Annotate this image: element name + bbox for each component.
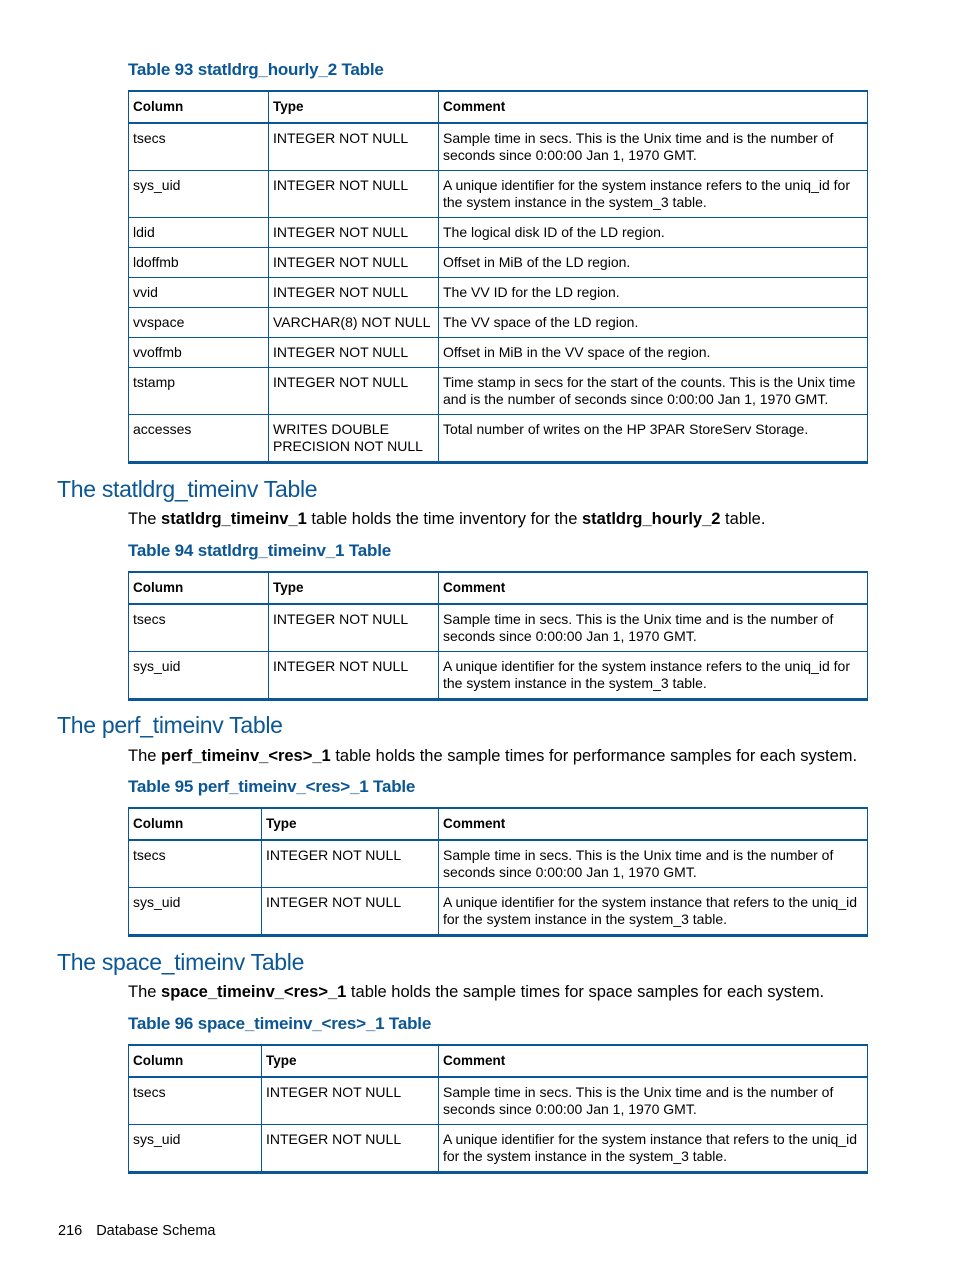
- table-row: [129, 368, 868, 415]
- section-heading: The statldrg_timeinv Table: [57, 476, 318, 502]
- table-row: [129, 1077, 868, 1125]
- table-cell: Sample time in secs. This is the Unix time and is the number of seconds since 0:00:00 Jan 1, 1970 GMT.: [439, 123, 868, 171]
- table-cell: INTEGER NOT NULL: [269, 604, 439, 652]
- table-cell: Sample time in secs. This is the Unix time and is the number of seconds since 0:00:00 Jan 1, 1970 GMT.: [439, 1077, 868, 1125]
- section-heading: The perf_timeinv Table: [57, 712, 283, 738]
- column-header: Column: [129, 1045, 262, 1077]
- table-caption: Table 94 statldrg_timeinv_1 Table: [128, 541, 391, 560]
- table-cell: accesses: [129, 415, 269, 463]
- table-cell: Offset in MiB in the VV space of the region.: [439, 338, 868, 368]
- table-cell: INTEGER NOT NULL: [269, 652, 439, 700]
- column-header: Type: [269, 91, 439, 123]
- table-cell: sys_uid: [129, 652, 269, 700]
- page-footer: [58, 1223, 216, 1239]
- table-row: [129, 123, 868, 171]
- table-cell: ldid: [129, 218, 269, 248]
- table-cell: The VV ID for the LD region.: [439, 278, 868, 308]
- table-cell: Time stamp in secs for the start of the counts. This is the Unix time and is the number of seconds since 0:00:00 Jan 1, 1970 GMT.: [439, 368, 868, 415]
- column-header: Column: [129, 91, 269, 123]
- schema-table: [128, 571, 868, 701]
- table-row: [129, 415, 868, 463]
- table-cell: INTEGER NOT NULL: [269, 338, 439, 368]
- table-row: [129, 888, 868, 936]
- table-cell: INTEGER NOT NULL: [269, 248, 439, 278]
- table-cell: A unique identifier for the system instance refers to the uniq_id for the system instance in the system_3 table.: [439, 652, 868, 700]
- table-cell: vvoffmb: [129, 338, 269, 368]
- table-cell: vvspace: [129, 308, 269, 338]
- table-cell: INTEGER NOT NULL: [262, 1125, 439, 1173]
- schema-table: [128, 807, 868, 937]
- table-row: [129, 248, 868, 278]
- table-cell: INTEGER NOT NULL: [262, 888, 439, 936]
- table-row: [129, 1125, 868, 1173]
- table-cell: sys_uid: [129, 1125, 262, 1173]
- table-cell: Total number of writes on the HP 3PAR StoreServ Storage.: [439, 415, 868, 463]
- table-caption: Table 96 space_timeinv_<res>_1 Table: [128, 1014, 432, 1033]
- table-caption: Table 93 statldrg_hourly_2 Table: [128, 60, 384, 79]
- table-cell: The logical disk ID of the LD region.: [439, 218, 868, 248]
- schema-table: [128, 90, 868, 464]
- table-row: [129, 308, 868, 338]
- column-header: Type: [262, 808, 439, 840]
- table-cell: INTEGER NOT NULL: [269, 368, 439, 415]
- table-cell: sys_uid: [129, 171, 269, 218]
- table-cell: A unique identifier for the system instance that refers to the uniq_id for the system instance in the system_3 table.: [439, 1125, 868, 1173]
- table-cell: tsecs: [129, 1077, 262, 1125]
- column-header: Comment: [439, 91, 868, 123]
- table-cell: WRITES DOUBLE PRECISION NOT NULL: [269, 415, 439, 463]
- section-heading: The space_timeinv Table: [57, 949, 305, 975]
- table-row: [129, 218, 868, 248]
- column-header: Comment: [439, 808, 868, 840]
- section-intro: The space_timeinv_<res>_1 table holds the sample times for space samples for each system.: [128, 983, 825, 1001]
- section-intro: The statldrg_timeinv_1 table holds the time inventory for the statldrg_hourly_2 table.: [128, 510, 766, 528]
- table-cell: Offset in MiB of the LD region.: [439, 248, 868, 278]
- table-cell: INTEGER NOT NULL: [262, 840, 439, 888]
- table-cell: sys_uid: [129, 888, 262, 936]
- table-cell: INTEGER NOT NULL: [269, 171, 439, 218]
- column-header: Comment: [439, 1045, 868, 1077]
- schema-table: [128, 1044, 868, 1174]
- table-row: [129, 171, 868, 218]
- table-row: [129, 652, 868, 700]
- table-cell: tsecs: [129, 123, 269, 171]
- table-cell: INTEGER NOT NULL: [262, 1077, 439, 1125]
- table-cell: A unique identifier for the system instance that refers to the uniq_id for the system instance in the system_3 table.: [439, 888, 868, 936]
- table-cell: tstamp: [129, 368, 269, 415]
- table-cell: A unique identifier for the system instance refers to the uniq_id for the system instance in the system_3 table.: [439, 171, 868, 218]
- table-cell: INTEGER NOT NULL: [269, 218, 439, 248]
- column-header: Column: [129, 572, 269, 604]
- column-header: Type: [262, 1045, 439, 1077]
- table-cell: INTEGER NOT NULL: [269, 278, 439, 308]
- table-cell: Sample time in secs. This is the Unix time and is the number of seconds since 0:00:00 Jan 1, 1970 GMT.: [439, 840, 868, 888]
- column-header: Comment: [439, 572, 868, 604]
- table-cell: tsecs: [129, 604, 269, 652]
- column-header: Column: [129, 808, 262, 840]
- table-cell: ldoffmb: [129, 248, 269, 278]
- column-header: Type: [269, 572, 439, 604]
- table-row: [129, 840, 868, 888]
- table-cell: tsecs: [129, 840, 262, 888]
- table-cell: VARCHAR(8) NOT NULL: [269, 308, 439, 338]
- page-number: 216: [58, 1223, 83, 1239]
- table-caption: Table 95 perf_timeinv_<res>_1 Table: [128, 777, 416, 796]
- table-row: [129, 278, 868, 308]
- table-cell: vvid: [129, 278, 269, 308]
- table-row: [129, 604, 868, 652]
- table-row: [129, 338, 868, 368]
- table-cell: The VV space of the LD region.: [439, 308, 868, 338]
- table-cell: INTEGER NOT NULL: [269, 123, 439, 171]
- table-cell: Sample time in secs. This is the Unix time and is the number of seconds since 0:00:00 Jan 1, 1970 GMT.: [439, 604, 868, 652]
- footer-section-title: Database Schema: [96, 1223, 216, 1239]
- section-intro: The perf_timeinv_<res>_1 table holds the sample times for performance samples for each system.: [128, 747, 858, 765]
